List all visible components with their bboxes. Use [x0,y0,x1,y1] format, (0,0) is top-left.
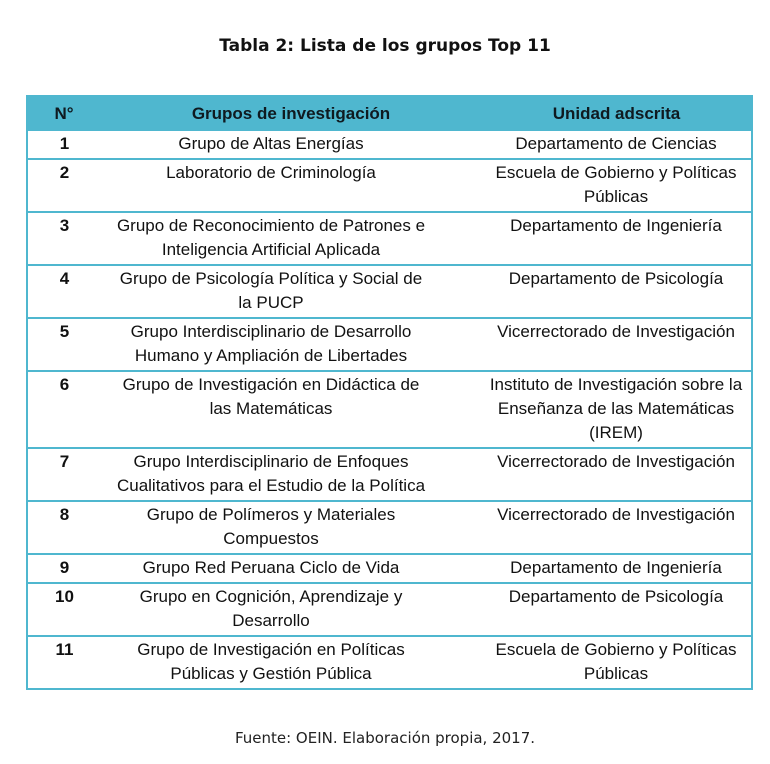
table-row [27,318,752,371]
row-unit: Departamento de Psicología [481,583,752,636]
table-row [27,371,752,448]
table-row [27,501,752,554]
row-number: 3 [27,212,101,265]
row-unit: Vicerrectorado de Investigación [481,448,752,501]
table-row [27,159,752,212]
row-group: Grupo Interdisciplinario de Desarrollo Humano y Ampliación de Libertades [101,318,481,371]
table-row [27,212,752,265]
table-row [27,131,752,159]
row-group: Grupo de Psicología Política y Social de la PUCP [101,265,481,318]
row-number: 8 [27,501,101,554]
row-unit: Vicerrectorado de Investigación [481,318,752,371]
row-number: 2 [27,159,101,212]
row-number: 4 [27,265,101,318]
row-unit: Departamento de Psicología [481,265,752,318]
table-row [27,636,752,689]
row-group: Grupo de Polímeros y Materiales Compuestos [101,501,481,554]
row-number: 9 [27,554,101,583]
row-number: 10 [27,583,101,636]
source-note: Fuente: OEIN. Elaboración propia, 2017. [234,729,536,747]
table-title: Tabla 2: Lista de los grupos Top 11 [219,36,551,56]
row-number: 7 [27,448,101,501]
row-number: 1 [27,131,101,159]
research-groups-table [26,95,753,690]
row-group: Grupo Red Peruana Ciclo de Vida [101,554,481,583]
row-unit: Escuela de Gobierno y Políticas Públicas [481,159,752,212]
header-number: N° [27,96,101,131]
row-number: 6 [27,371,101,448]
row-group: Grupo de Investigación en Políticas Públicas y Gestión Pública [101,636,481,689]
header-unit: Unidad adscrita [481,96,752,131]
row-unit: Departamento de Ingeniería [481,212,752,265]
row-unit: Vicerrectorado de Investigación [481,501,752,554]
table-header-row [27,96,752,131]
row-group: Grupo de Altas Energías [101,131,481,159]
row-group: Grupo de Investigación en Didáctica de las Matemáticas [101,371,481,448]
row-group: Grupo de Reconocimiento de Patrones e Inteligencia Artificial Aplicada [101,212,481,265]
row-unit: Instituto de Investigación sobre la Enseñanza de las Matemáticas (IREM) [481,371,752,448]
row-unit: Escuela de Gobierno y Políticas Públicas [481,636,752,689]
row-number: 5 [27,318,101,371]
row-unit: Departamento de Ingeniería [481,554,752,583]
header-group: Grupos de investigación [101,96,481,131]
row-group: Grupo en Cognición, Aprendizaje y Desarrollo [101,583,481,636]
row-unit: Departamento de Ciencias [481,131,752,159]
table-row [27,265,752,318]
row-group: Laboratorio de Criminología [101,159,481,212]
table-row [27,583,752,636]
table-row [27,448,752,501]
row-group: Grupo Interdisciplinario de Enfoques Cualitativos para el Estudio de la Política [101,448,481,501]
table-row [27,554,752,583]
row-number: 11 [27,636,101,689]
